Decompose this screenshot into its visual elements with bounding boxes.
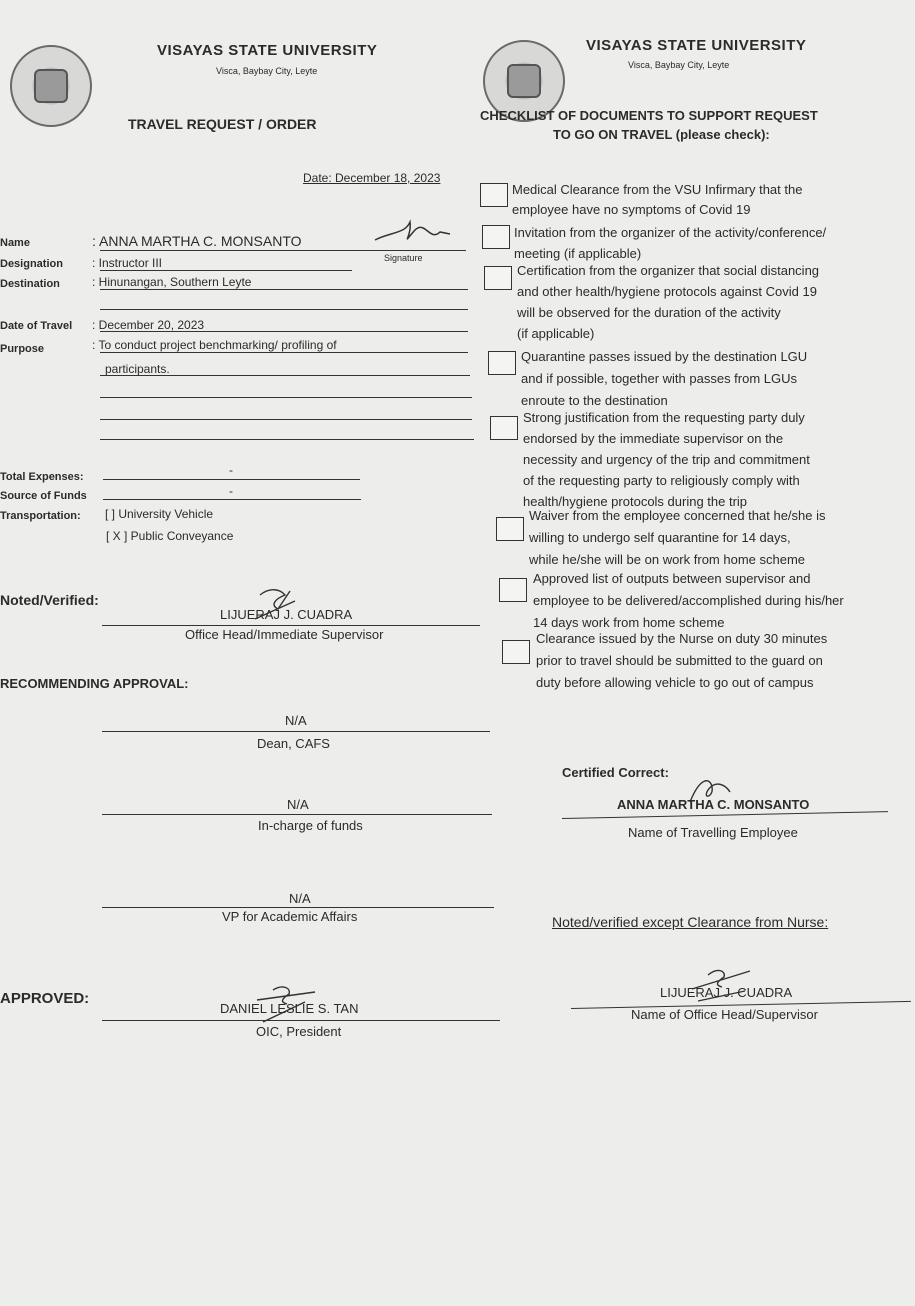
employee-signature xyxy=(370,212,460,252)
name-label: Name xyxy=(0,237,30,249)
traveller-position: Name of Travelling Employee xyxy=(628,825,798,840)
checklist-item-nurse-clearance: Clearance issued by the Nurse on duty 30 minutes prior to travel should be submitted to the guard on duty before allowing vehicle to go out of campus xyxy=(536,631,828,690)
noted-except-label: Noted/verified except Clearance from Nurse: xyxy=(552,914,829,930)
left-university-address: Visca, Baybay City, Leyte xyxy=(216,66,318,76)
signature-label: Signature xyxy=(384,253,423,263)
purpose-label: Purpose xyxy=(0,343,45,355)
destination-underline-2 xyxy=(100,309,468,310)
purpose-line2: participants. xyxy=(105,362,170,376)
designation-label: Designation xyxy=(0,258,63,270)
certified-correct-label: Certified Correct: xyxy=(562,765,669,780)
transportation-label: Transportation: xyxy=(0,510,81,522)
approved-label: APPROVED: xyxy=(0,990,90,1007)
supervisor-position-right: Name of Office Head/Supervisor xyxy=(631,1007,818,1022)
recommending-approval-label: RECOMMENDING APPROVAL: xyxy=(0,676,189,691)
request-date: Date: December 18, 2023 xyxy=(303,171,441,185)
checklist-item-strong-justification: Strong justification from the requesting party duly endorsed by the immediate supervisor on the necessity and urgency of the trip and commitment of the requesting party to religiously comply with health/hygiene protocols during the trip xyxy=(523,410,810,509)
checklist-title-line1: CHECKLIST OF DOCUMENTS TO SUPPORT REQUEST xyxy=(480,108,818,123)
name-value: : ANNA MARTHA C. MONSANTO xyxy=(92,233,302,249)
noted-signature-line xyxy=(102,625,480,626)
checklist-item-certification: Certification from the organizer that social distancing and other health/hygiene protocols against Covid 19 will be observed for the duration of the activity (if applicable) xyxy=(517,263,820,341)
right-university-name: VISAYAS STATE UNIVERSITY xyxy=(586,37,807,54)
destination-label: Destination xyxy=(0,278,60,290)
vp-signature-line xyxy=(102,907,494,908)
checklist-item-invitation: Invitation from the organizer of the activity/conference/ meeting (if applicable) xyxy=(514,225,827,261)
purpose-underline-5 xyxy=(100,439,474,440)
purpose-underline-4 xyxy=(100,419,472,420)
total-expenses-value: - xyxy=(229,463,233,477)
date-of-travel-underline xyxy=(100,331,468,332)
purpose-line1: : To conduct project benchmarking/ profiling of xyxy=(92,338,337,352)
destination-value: : Hinunangan, Southern Leyte xyxy=(92,275,252,289)
dean-signatory-name: N/A xyxy=(285,713,307,728)
designation-value: : Instructor III xyxy=(92,256,163,270)
transport-option-university-vehicle: [ ] University Vehicle xyxy=(105,507,214,521)
president-signature-line xyxy=(102,1020,500,1021)
checklist-box-nurse-clearance[interactable] xyxy=(502,640,530,664)
right-university-address: Visca, Baybay City, Leyte xyxy=(628,60,730,70)
purpose-underline-2 xyxy=(100,375,470,376)
checklist-title-line2: TO GO ON TRAVEL (please check): xyxy=(553,127,770,142)
designation-underline xyxy=(100,270,352,271)
supervisor-name-right: LIJUERAJ J. CUADRA xyxy=(660,985,793,1000)
transport-option-public-conveyance: [ X ] Public Conveyance xyxy=(106,529,234,543)
travel-request-title: TRAVEL REQUEST / ORDER xyxy=(128,116,317,132)
noted-supervisor-name: LIJUERAJ J. CUADRA xyxy=(220,607,353,622)
checklist-item-waiver: Waiver from the employee concerned that he/she is willing to undergo self quarantine for 14 days, while he/she will be on work from home scheme xyxy=(529,508,826,567)
dean-signature-line xyxy=(102,731,490,732)
checklist-box-approved-outputs[interactable] xyxy=(499,578,527,602)
traveller-name: ANNA MARTHA C. MONSANTO xyxy=(617,797,810,812)
source-of-funds-label: Source of Funds xyxy=(0,490,87,502)
date-of-travel-label: Date of Travel xyxy=(0,320,73,332)
checklist-box-strong-justification[interactable] xyxy=(490,416,518,440)
university-seal-left xyxy=(10,45,92,127)
funds-position: In-charge of funds xyxy=(258,818,363,833)
total-expenses-underline xyxy=(103,479,360,480)
president-position: OIC, President xyxy=(256,1024,342,1039)
noted-verified-label: Noted/Verified: xyxy=(0,592,99,608)
purpose-underline-1 xyxy=(100,352,468,353)
source-of-funds-value: - xyxy=(229,484,233,498)
dean-position: Dean, CAFS xyxy=(257,736,330,751)
checklist-box-medical-clearance[interactable] xyxy=(480,183,508,207)
president-name: DANIEL LESLIE S. TAN xyxy=(220,1001,359,1016)
checklist-box-invitation[interactable] xyxy=(482,225,510,249)
funds-signature-line xyxy=(102,814,492,815)
left-university-name: VISAYAS STATE UNIVERSITY xyxy=(157,42,378,59)
purpose-underline-3 xyxy=(100,397,472,398)
checklist-box-quarantine-passes[interactable] xyxy=(488,351,516,375)
checklist-item-approved-outputs: Approved list of outputs between supervisor and employee to be delivered/accomplished during his/her 14 days work from home scheme xyxy=(533,571,844,630)
destination-underline xyxy=(100,289,468,290)
funds-signatory-name: N/A xyxy=(287,797,309,812)
checklist-box-certification[interactable] xyxy=(484,266,512,290)
source-of-funds-underline xyxy=(103,499,361,500)
checklist-item-medical-clearance: Medical Clearance from the VSU Infirmary that the employee have no symptoms of Covid 19 xyxy=(512,182,803,217)
noted-supervisor-position: Office Head/Immediate Supervisor xyxy=(185,627,384,642)
checklist-item-quarantine-passes: Quarantine passes issued by the destination LGU and if possible, together with passes from LGUs enroute to the destination xyxy=(521,349,808,408)
checklist-box-waiver[interactable] xyxy=(496,517,524,541)
vp-position: VP for Academic Affairs xyxy=(222,909,358,924)
traveller-signature-line xyxy=(562,811,888,819)
vp-signatory-name: N/A xyxy=(289,891,311,906)
date-of-travel-value: : December 20, 2023 xyxy=(92,318,205,332)
total-expenses-label: Total Expenses: xyxy=(0,471,84,483)
